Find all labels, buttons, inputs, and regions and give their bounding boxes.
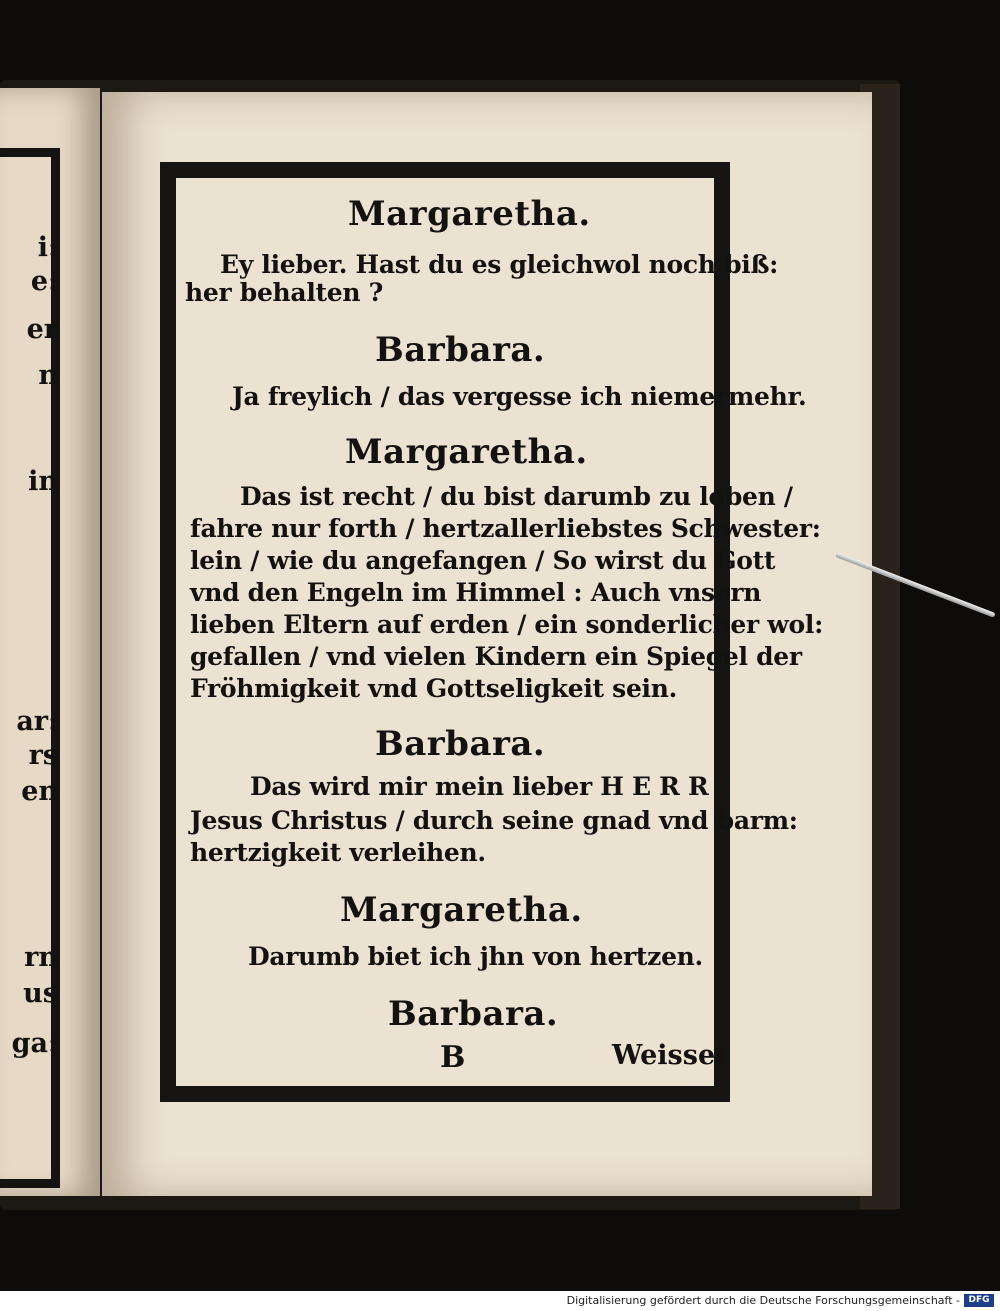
- text-line: Fröhmigkeit vnd Gottseligkeit sein.: [190, 674, 678, 703]
- left-fragment: us: [23, 978, 58, 1009]
- left-fragment: ar:: [16, 706, 58, 737]
- left-fragment: ga:: [11, 1028, 58, 1059]
- dfg-logo-icon: DFG: [964, 1294, 994, 1307]
- text-line: lein / wie du angefangen / So wirst du Gott: [190, 546, 776, 575]
- speaker-heading: Barbara.: [375, 724, 546, 764]
- left-fragment: rs: [28, 740, 58, 771]
- left-fragment: rn: [24, 942, 58, 973]
- text-line: Jesus Christus / durch seine gnad vnd barm:: [190, 806, 798, 835]
- left-fragment: n: [38, 360, 58, 391]
- text-line: lieben Eltern auf erden / ein sonderlicher wol:: [190, 610, 823, 639]
- text-line: gefallen / vnd vielen Kindern ein Spiegel der: [190, 642, 802, 671]
- text-line: Das ist recht / du bist darumb zu loben /: [240, 482, 793, 511]
- left-fragment: en: [21, 776, 58, 807]
- speaker-heading: Barbara.: [375, 330, 546, 370]
- text-line: vnd den Engeln im Himmel : Auch vnsern: [190, 578, 762, 607]
- text-line: hertzigkeit verleihen.: [190, 838, 486, 867]
- left-fragment: e:: [30, 266, 58, 297]
- speaker-heading: Barbara.: [388, 994, 559, 1034]
- left-fragment: i:: [37, 232, 58, 263]
- catchword: Weisset: [612, 1040, 728, 1071]
- text-line: Ja freylich / das vergesse ich niemermehr.: [232, 382, 807, 411]
- speaker-heading: Margaretha.: [345, 432, 588, 472]
- text-line: fahre nur forth / hertzallerliebstes Schwester:: [190, 514, 821, 543]
- text-line: Ey lieber. Hast du es gleichwol noch biß:: [220, 250, 779, 279]
- left-fragment: in: [28, 466, 58, 497]
- text-line: Darumb biet ich jhn von hertzen.: [248, 942, 703, 971]
- text-line: her behalten ?: [185, 278, 383, 307]
- speaker-heading: Margaretha.: [340, 890, 583, 930]
- left-fragment: er: [26, 314, 58, 345]
- speaker-heading: Margaretha.: [348, 194, 591, 234]
- left-page: [0, 88, 100, 1196]
- signature-mark: B: [440, 1040, 466, 1075]
- footer-credit: Digitalisierung gefördert durch die Deutsche Forschungsgemeinschaft -: [566, 1294, 960, 1307]
- text-line: Das wird mir mein lieber H E R R: [250, 772, 709, 801]
